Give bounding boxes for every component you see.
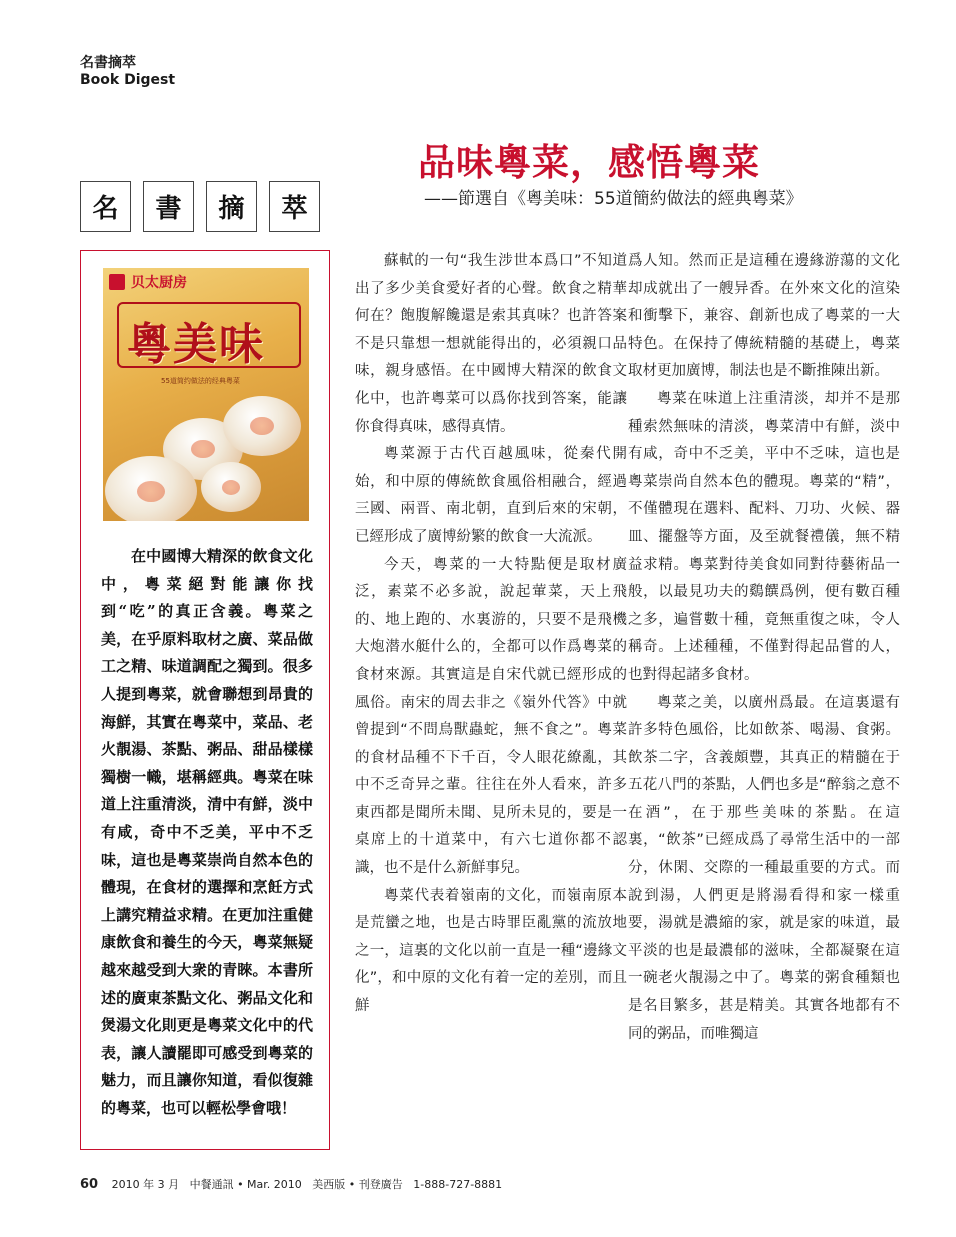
section-label-cn: 名書摘萃 <box>80 55 136 71</box>
tag-char-2: 書 <box>143 181 194 232</box>
paragraph: 粵菜在味道上注重清淡，却并不是那種索然無味的清淡，粵菜清中有鮮，淡中有咸，奇中不乏美，平中不乏味，這也是粵菜崇尚自然本色的體現。粵菜的“精”，不僅體現在選料、配料、刀功、火候、器皿、擺盤等方面，及至就餐禮儀，無不精益求精。粵菜對待美食如同對待藝術品一般，以最見功夫的鷄饌爲例，便有數百種之多，遍嘗數十種，竟無重復之味，令人稱奇。上述種種，不僅對得起品嘗的人，也對得起諸多食材。 <box>628 390 900 683</box>
paragraph: 蘇軾的一句“我生涉世本爲口”不知道出了多少美食愛好者的心聲。飲食之精華何在？飽腹解饞還是索其真味？也許答案不是只靠想一想就能得出的，必須親口品味，親身感悟。在中國博大精深的飲食文化中，也許粵菜可以爲你找到答案，能讓你食得真味，感得真情。 <box>355 253 627 435</box>
cover-brand: 贝太厨房 <box>131 275 187 291</box>
sidebar-paragraph: 在中國博大精深的飲食文化中，粵菜絕對能讓你找到“吃”的真正含義。粵菜之美，在乎原料取材之廣、菜品做工之精、味道調配之獨到。很多人提到粵菜，就會聯想到昂貴的海鮮，其實在粵菜中，菜品、老火靚湯、茶點、粥品、甜品樣樣獨樹一幟，堪稱經典。粵菜在味道上注重清淡，清中有鮮，淡中有咸，奇中不乏美，平中不乏味，這也是粵菜崇尚自然本色的體現，在食材的選擇和烹飪方式上講究精益求精。在更加注重健康飲食和養生的今天，粵菜無疑越來越受到大衆的青睞。本書所述的廣東茶點文化、粥品文化和煲湯文化則更是粵菜文化中的代表，讓人讀罷即可感受到粵菜的魅力，而且讓你知道，看似復雜的粵菜，也可以輕松學會哦！ <box>101 547 313 1117</box>
tag-char-1: 名 <box>80 181 131 232</box>
paragraph: 今天，粵菜的一大特點便是取材廣泛，素菜不必多說，說起葷菜，天上飛的、地上跑的、水裏游的，只要不是飛機大炮潜水艇什么的，全都可以作爲粵菜的食材來源。其實這是自宋代就已經形成的風俗。南宋的周去非之《嶺外代答》中就曾提到“不問鳥獸蟲蛇，無不食之”。粵菜的食材品種不下千百，令人眼花繚亂，其中不乏奇异之輩。往往在外人看來，許多東西都是聞所未聞、見所未見的，要是一桌席上的十道菜中，有六七道你都不認識，也不是什么新鮮事兒。 <box>355 556 627 877</box>
paragraph: 粵菜之美，以廣州爲最。在這裏還有許多特色風俗，比如飲茶、喝湯、食粥。飲茶二字，含義頗豐，其真正的精髓在于五花八門的茶點，人們也多是“醉翁之意不在酒”，在于那些美味的茶點。在這裏，“飲茶”已經成爲了尋常生活中的一部分，休閑、交際的一種最重要的方式。而說到湯，人們更是將湯看得和家一樣重要，湯就是濃縮的家，就是家的味道，最平淡的也是最濃郁的滋味，全都凝聚在這一碗老火靚湯之中了。粵菜的粥食種類也是名目繁多，甚是精美。其實各地都有不同的粥品，而唯獨這 <box>628 694 900 1042</box>
footer-phone: 1-888-727-8881 <box>413 1178 503 1191</box>
article-column-2 <box>628 248 900 1048</box>
dumpling-icon <box>105 456 197 521</box>
footer-date: 2010 年 3 月 <box>111 1178 180 1191</box>
paragraph: 粵菜源于古代百越風味，從秦代開始，和中原的傳統飲食風俗相融合，經過三國、兩晋、南北朝，直到后來的宋朝，已經形成了廣博紛繁的飲食一大流派。 <box>355 446 627 545</box>
paragraph-continued: 爲人知。然而正是這種在邊緣游蕩的文化却成就出了一艘异香。在外來文化的渲染和衝擊下，兼容、創新也成了粵菜的一大特色。在保持了傳統精髓的基礎上，粵菜取材更加廣博，制法也是不斷推陳出新。 <box>628 253 900 380</box>
publisher-logo-icon <box>109 274 125 290</box>
cover-subtitle: 55道简约做法的经典粤菜 <box>161 377 240 385</box>
book-cover-image <box>103 268 309 521</box>
paragraph: 粵菜代表着嶺南的文化，而嶺南原本是荒蠻之地，也是古時罪臣亂黨的流放地之一，這裏的文化以前一直是一種“邊緣文化”，和中原的文化有着一定的差別，而且鮮 <box>355 887 627 1015</box>
page-footer <box>80 1176 502 1192</box>
cover-book-name: 粵美味 <box>127 319 265 370</box>
dumpling-icon <box>201 462 261 512</box>
book-sidebar <box>80 250 330 1150</box>
dumpling-icon <box>223 396 301 456</box>
tag-char-4: 萃 <box>269 181 320 232</box>
article-title: 品味粵菜，感悟粵菜 <box>418 141 760 184</box>
footer-publication: 中餐通訊 • Mar. 2010 <box>189 1178 302 1191</box>
section-label-en: Book Digest <box>80 72 176 88</box>
article-subtitle: ——節選自《粵美味：55道簡約做法的經典粵菜》 <box>424 189 803 209</box>
section-tag-row <box>80 181 320 232</box>
tag-char-3: 摘 <box>206 181 257 232</box>
page-number: 60 <box>80 1177 99 1192</box>
footer-edition: 美西版 • 刊登廣告 <box>312 1178 403 1191</box>
sidebar-summary <box>101 543 313 1122</box>
article-column-1 <box>355 248 627 1021</box>
